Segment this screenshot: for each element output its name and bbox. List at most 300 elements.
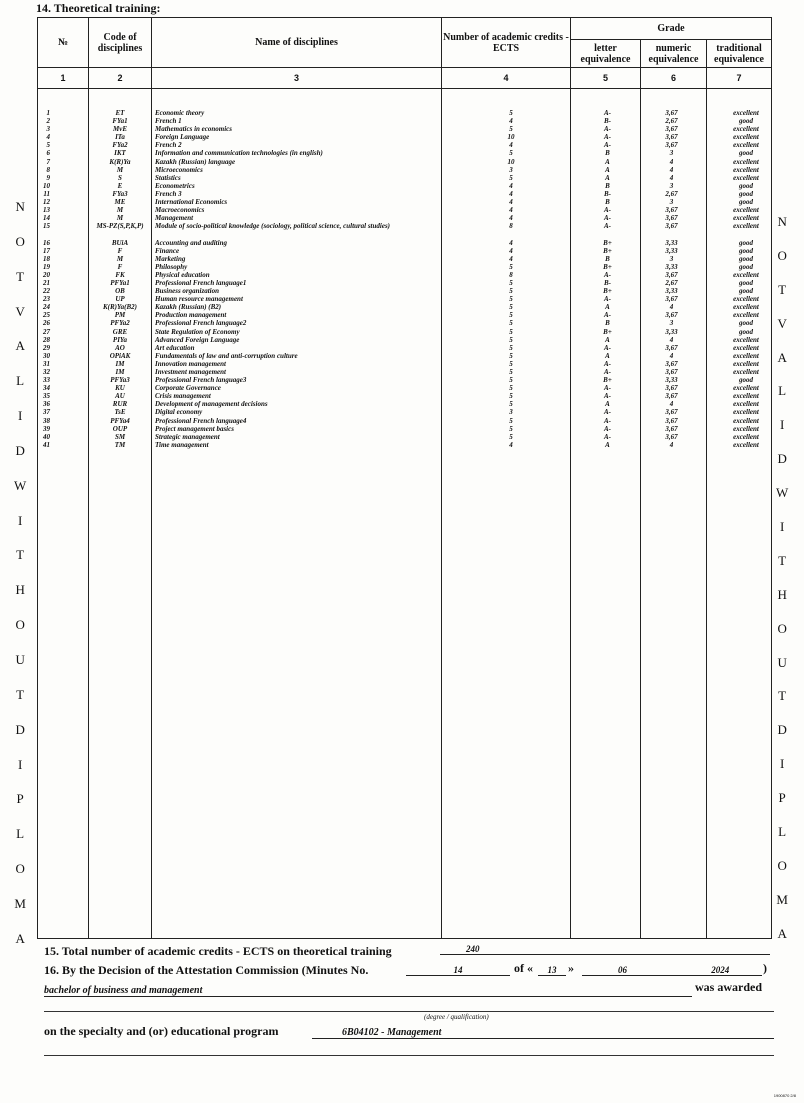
row-traditional-grade: excellent — [733, 206, 759, 215]
column-number: 5 — [571, 68, 641, 89]
watermark-letter: A — [15, 338, 25, 354]
row-credits: 5 — [509, 416, 513, 425]
row-number: 11 — [43, 189, 50, 198]
watermark-letter: T — [16, 547, 25, 563]
row-number: 20 — [43, 270, 50, 279]
row-name: Art education — [155, 343, 195, 352]
header-letter: letter equivalence — [571, 40, 641, 68]
row-name: International Economics — [155, 198, 228, 207]
specialty-label: on the specialty and (or) educational program — [44, 1024, 279, 1038]
row-name: Finance — [155, 246, 180, 255]
row-traditional-grade: excellent — [733, 424, 759, 433]
row-traditional-grade: good — [739, 198, 753, 207]
row-numeric-grade: 3,33 — [665, 246, 678, 255]
row-number: 33 — [43, 376, 50, 385]
watermark-letter: A — [777, 349, 787, 365]
row-traditional-grade: good — [739, 327, 753, 336]
row-traditional-grade: excellent — [733, 384, 759, 393]
row-traditional-grade: good — [739, 246, 753, 255]
row-code: K(R)Ya — [109, 157, 131, 166]
watermark-letter: D — [777, 722, 787, 738]
row-name: Information and communication technologies (in english) — [155, 149, 323, 158]
row-letter-grade: A- — [604, 141, 611, 150]
row-credits: 5 — [509, 376, 513, 385]
row-traditional-grade: good — [739, 254, 753, 263]
row-number: 31 — [43, 359, 50, 368]
row-credits: 5 — [509, 311, 513, 320]
row-number: 2 — [46, 117, 50, 126]
row-letter-grade: A- — [604, 408, 611, 417]
watermark-letter: O — [15, 233, 25, 249]
row-name: Kazakh (Russian) language — [155, 157, 236, 166]
row-credits: 8 — [509, 270, 513, 279]
row-numeric-grade: 3,67 — [665, 392, 678, 401]
row-name: French 3 — [155, 189, 182, 198]
row-code: TM — [114, 440, 126, 449]
row-code: MS-PZ(S,P,K,P) — [96, 222, 144, 231]
row-number: 18 — [43, 254, 50, 263]
row-numeric-grade: 3,67 — [665, 311, 678, 320]
row-credits: 5 — [509, 287, 513, 296]
row-code: KU — [115, 384, 125, 393]
row-numeric-grade: 3,33 — [665, 376, 678, 385]
row-numeric-grade: 3,67 — [665, 384, 678, 393]
watermark-letter: T — [778, 688, 787, 704]
row-credits: 3 — [509, 165, 513, 174]
row-numeric-grade: 3,33 — [665, 287, 678, 296]
row-name: Investment management — [155, 368, 226, 376]
row-letter-grade: B — [605, 198, 610, 207]
row-traditional-grade: excellent — [733, 270, 759, 279]
row-name: Time management — [155, 440, 209, 449]
column-number: 4 — [442, 68, 571, 89]
watermark-left — [14, 200, 26, 945]
row-letter-grade: A- — [604, 270, 611, 279]
row-traditional-grade: excellent — [733, 359, 759, 368]
watermark-right — [776, 215, 788, 940]
row-credits: 4 — [509, 141, 513, 150]
watermark-letter: N — [777, 214, 787, 229]
row-name: Module of socio-political knowledge (sociology, political science, cultural studies) — [155, 222, 390, 231]
row-numeric-grade: 2,67 — [665, 189, 678, 198]
program-value: 6B04102 - Management — [312, 1027, 774, 1039]
row-code: M — [116, 214, 124, 223]
row-name: Foreign Language — [155, 133, 210, 142]
row-code: F — [117, 262, 123, 271]
row-letter-grade: B+ — [603, 262, 612, 271]
row-numeric-grade: 3,67 — [665, 133, 678, 142]
row-letter-grade: B- — [604, 117, 611, 126]
row-code: ET — [115, 109, 125, 117]
decision-year: 2024 — [711, 965, 730, 975]
row-letter-grade: B- — [604, 278, 611, 287]
row-traditional-grade: excellent — [733, 295, 759, 304]
row-number: 24 — [43, 303, 50, 312]
row-credits: 5 — [509, 278, 513, 287]
row-letter-grade: B+ — [603, 287, 612, 296]
row-credits: 5 — [509, 319, 513, 328]
row-letter-grade: A — [605, 351, 610, 360]
row-name: Management — [155, 214, 194, 223]
row-code: IKT — [114, 149, 126, 158]
grades-table — [37, 17, 772, 939]
row-code: GRE — [112, 327, 128, 336]
watermark-letter: H — [15, 582, 25, 598]
row-letter-grade: A- — [604, 109, 611, 117]
close-quote: » — [568, 961, 574, 975]
row-number: 34 — [43, 384, 50, 393]
row-letter-grade: B+ — [603, 246, 612, 255]
row-traditional-grade: good — [739, 149, 753, 158]
row-traditional-grade: excellent — [733, 303, 759, 312]
row-traditional-grade: good — [739, 262, 753, 271]
row-letter-grade: A — [605, 157, 610, 166]
header-code: Code of disciplines — [89, 18, 152, 68]
row-numeric-grade: 4 — [669, 351, 674, 360]
row-number: 26 — [43, 319, 50, 328]
row-numeric-grade: 3 — [669, 149, 674, 158]
row-letter-grade: B+ — [603, 376, 612, 385]
row-number: 41 — [43, 440, 50, 449]
watermark-letter: V — [777, 315, 787, 331]
row-credits: 4 — [509, 214, 513, 223]
row-traditional-grade: excellent — [733, 311, 759, 320]
row-credits: 4 — [509, 198, 513, 207]
row-credits: 4 — [509, 189, 513, 198]
row-credits: 4 — [509, 254, 513, 263]
column-no-list — [38, 109, 88, 449]
row-code: IM — [115, 368, 125, 376]
row-number: 12 — [43, 198, 50, 207]
row-numeric-grade: 3,67 — [665, 270, 678, 279]
row-traditional-grade: excellent — [733, 335, 759, 344]
watermark-letter: M — [776, 891, 788, 907]
row-number: 35 — [43, 392, 50, 401]
row-number: 30 — [43, 351, 50, 360]
row-letter-grade: A- — [604, 343, 611, 352]
row-credits: 3 — [509, 408, 513, 417]
row-name: French 2 — [155, 141, 182, 150]
row-traditional-grade: excellent — [733, 408, 759, 417]
row-name: Kazakh (Russian) (B2) — [155, 303, 222, 312]
row-number: 29 — [43, 343, 50, 352]
watermark-letter: L — [778, 383, 787, 399]
row-traditional-grade: excellent — [733, 173, 759, 182]
row-traditional-grade: excellent — [733, 125, 759, 134]
watermark-letter: I — [779, 417, 785, 433]
row-credits: 5 — [509, 149, 513, 158]
row-numeric-grade: 4 — [669, 303, 674, 312]
row-credits: 5 — [509, 109, 513, 117]
watermark-letter: I — [779, 756, 785, 772]
row-code: FYa3 — [112, 189, 128, 198]
row-name: Professional French language1 — [155, 278, 247, 287]
degree-rule — [44, 1011, 774, 1012]
row-name: Business organization — [155, 287, 219, 296]
watermark-letter: O — [777, 857, 787, 873]
row-credits: 5 — [509, 384, 513, 393]
row-number: 16 — [43, 238, 50, 247]
row-letter-grade: B- — [604, 189, 611, 198]
row-code: PFYa3 — [110, 376, 130, 385]
header-no: № — [38, 18, 89, 68]
total-credits-label: 15. Total number of academic credits - ECTS on theoretical training — [44, 944, 392, 958]
row-letter-grade: A- — [604, 424, 611, 433]
row-letter-grade: A- — [604, 133, 611, 142]
row-numeric-grade: 3,67 — [665, 432, 678, 441]
row-traditional-grade: excellent — [733, 214, 759, 223]
row-letter-grade: A- — [604, 214, 611, 223]
row-traditional-grade: good — [739, 319, 753, 328]
row-credits: 10 — [507, 157, 515, 166]
row-numeric-grade: 3,33 — [665, 262, 678, 271]
row-number: 40 — [43, 432, 50, 441]
row-traditional-grade: excellent — [733, 416, 759, 425]
row-code: PFYa1 — [110, 278, 130, 287]
row-credits: 5 — [509, 173, 513, 182]
row-number: 3 — [46, 125, 50, 134]
row-numeric-grade: 3,67 — [665, 141, 678, 150]
header-name: Name of disciplines — [152, 18, 442, 68]
row-traditional-grade: excellent — [733, 165, 759, 174]
row-code: FYa2 — [112, 141, 128, 150]
degree-value: bachelor of business and management — [44, 985, 692, 997]
row-numeric-grade: 3,67 — [665, 424, 678, 433]
row-code: PFYa2 — [110, 319, 130, 328]
column-number: 1 — [38, 68, 89, 89]
row-letter-grade: A — [605, 440, 610, 449]
column-number: 6 — [641, 68, 707, 89]
column-numeric-list — [641, 109, 706, 449]
row-numeric-grade: 3,67 — [665, 125, 678, 134]
row-letter-grade: B — [605, 149, 610, 158]
column-number: 2 — [89, 68, 152, 89]
row-number: 7 — [46, 157, 50, 166]
row-letter-grade: A — [605, 165, 610, 174]
row-code: S — [118, 173, 122, 182]
row-letter-grade: B — [605, 181, 610, 190]
watermark-letter: T — [778, 552, 787, 568]
row-name: Statistics — [155, 173, 181, 182]
row-code: TsE — [114, 408, 126, 417]
row-number: 4 — [46, 133, 50, 142]
row-numeric-grade: 2,67 — [665, 278, 678, 287]
row-number: 14 — [43, 214, 50, 223]
column-number: 7 — [707, 68, 772, 89]
watermark-letter: L — [16, 826, 25, 842]
watermark-letter: O — [777, 620, 787, 636]
row-number: 27 — [43, 327, 50, 336]
decision-day: 13 — [538, 965, 566, 976]
row-number: 37 — [43, 408, 50, 417]
row-credits: 5 — [509, 295, 513, 304]
row-code: SM — [114, 432, 126, 441]
total-credits-value: 240 — [440, 944, 770, 955]
row-name: Production management — [155, 311, 227, 320]
row-code: RUR — [112, 400, 128, 409]
row-code: OB — [115, 287, 125, 296]
row-number: 39 — [43, 424, 50, 433]
row-number: 15 — [43, 222, 50, 231]
row-code: F — [117, 246, 123, 255]
row-number: 1 — [46, 109, 50, 117]
row-letter-grade: A- — [604, 416, 611, 425]
watermark-letter: T — [16, 268, 25, 284]
row-traditional-grade: excellent — [733, 440, 759, 449]
row-code: OPiAK — [109, 351, 131, 360]
header-grade: Grade — [571, 18, 772, 40]
row-name: Innovation management — [155, 359, 226, 368]
row-letter-grade: A — [605, 335, 610, 344]
form-code: 1900870 2/8 — [773, 1093, 796, 1098]
row-name: Mathematics in economics — [155, 125, 232, 134]
row-number: 32 — [43, 368, 50, 376]
watermark-letter: I — [17, 512, 23, 528]
watermark-letter: P — [778, 790, 786, 806]
row-traditional-grade: excellent — [733, 351, 759, 360]
row-code: BUiA — [111, 238, 129, 247]
header-traditional: traditional equivalence — [707, 40, 772, 68]
row-traditional-grade: excellent — [733, 157, 759, 166]
row-credits: 5 — [509, 400, 513, 409]
row-code: M — [116, 165, 124, 174]
row-letter-grade: A — [605, 303, 610, 312]
row-credits: 5 — [509, 359, 513, 368]
row-code: AU — [115, 392, 125, 401]
row-letter-grade: A- — [604, 384, 611, 393]
row-numeric-grade: 3,67 — [665, 222, 678, 231]
row-traditional-grade: good — [739, 117, 753, 126]
row-code: MvE — [113, 125, 127, 134]
row-numeric-grade: 3,67 — [665, 408, 678, 417]
row-numeric-grade: 3,67 — [665, 343, 678, 352]
row-letter-grade: A- — [604, 311, 611, 320]
row-code: UP — [115, 295, 125, 304]
column-letter-list — [571, 109, 640, 449]
row-number: 19 — [43, 262, 50, 271]
watermark-letter: O — [777, 247, 787, 263]
row-number: 8 — [46, 165, 50, 174]
row-numeric-grade: 3 — [669, 181, 674, 190]
decision-month-year — [582, 965, 762, 976]
degree-caption: (degree / qualification) — [424, 1013, 489, 1021]
row-name: Physical education — [155, 270, 210, 279]
row-number: 23 — [43, 295, 50, 304]
column-code-list — [89, 109, 151, 449]
row-code: FK — [115, 270, 125, 279]
row-name: Advanced Foreign Language — [155, 335, 240, 344]
row-credits: 5 — [509, 262, 513, 271]
row-number: 22 — [43, 287, 50, 296]
column-traditional-list — [707, 109, 771, 449]
row-number: 25 — [43, 311, 50, 320]
row-name: Professional French language2 — [155, 319, 247, 328]
row-code: OUP — [112, 424, 128, 433]
row-letter-grade: A- — [604, 359, 611, 368]
watermark-letter: N — [15, 199, 25, 214]
row-credits: 4 — [509, 246, 513, 255]
row-credits: 4 — [509, 117, 513, 126]
row-traditional-grade: good — [739, 189, 753, 198]
watermark-letter: T — [16, 686, 25, 702]
row-letter-grade: A — [605, 400, 610, 409]
row-numeric-grade: 4 — [669, 173, 674, 182]
row-letter-grade: A- — [604, 206, 611, 215]
row-numeric-grade: 3,33 — [665, 238, 678, 247]
row-numeric-grade: 3 — [669, 319, 674, 328]
column-name-list — [152, 109, 441, 449]
row-name: Strategic management — [155, 432, 220, 441]
row-numeric-grade: 4 — [669, 440, 674, 449]
row-credits: 5 — [509, 327, 513, 336]
row-traditional-grade: excellent — [733, 109, 759, 117]
row-traditional-grade: excellent — [733, 133, 759, 142]
close-paren: ) — [763, 961, 767, 975]
row-credits: 4 — [509, 238, 513, 247]
row-credits: 5 — [509, 335, 513, 344]
watermark-letter: W — [14, 477, 27, 493]
row-code: IM — [115, 359, 125, 368]
row-traditional-grade: excellent — [733, 432, 759, 441]
row-credits: 5 — [509, 424, 513, 433]
row-code: K(R)Ya(B2) — [103, 303, 137, 312]
row-number: 17 — [43, 246, 50, 255]
row-letter-grade: A — [605, 173, 610, 182]
row-credits: 5 — [509, 125, 513, 134]
row-name: Microeconomics — [155, 165, 203, 174]
row-name: French 1 — [155, 117, 182, 126]
row-credits: 5 — [509, 343, 513, 352]
row-code: M — [116, 254, 124, 263]
row-numeric-grade: 4 — [669, 165, 674, 174]
watermark-letter: A — [15, 930, 25, 946]
row-credits: 5 — [509, 368, 513, 376]
row-credits: 4 — [509, 206, 513, 215]
row-letter-grade: B+ — [603, 238, 612, 247]
row-credits: 4 — [509, 181, 513, 190]
row-number: 6 — [46, 149, 50, 158]
watermark-letter: D — [15, 442, 25, 458]
row-letter-grade: A- — [604, 392, 611, 401]
row-name: Economic theory — [155, 109, 205, 117]
row-traditional-grade: excellent — [733, 343, 759, 352]
row-credits: 10 — [507, 133, 515, 142]
watermark-letter: O — [15, 861, 25, 877]
row-traditional-grade: good — [739, 238, 753, 247]
watermark-letter: W — [776, 485, 789, 501]
column-credits-list — [442, 109, 570, 449]
row-traditional-grade: excellent — [733, 392, 759, 401]
row-number: 36 — [43, 400, 50, 409]
row-code: E — [117, 181, 123, 190]
row-number: 28 — [43, 335, 50, 344]
row-numeric-grade: 3,67 — [665, 295, 678, 304]
row-traditional-grade: excellent — [733, 368, 759, 376]
row-letter-grade: A- — [604, 432, 611, 441]
row-letter-grade: B — [605, 254, 610, 263]
row-name: Development of management decisions — [155, 400, 268, 409]
row-numeric-grade: 3,67 — [665, 359, 678, 368]
watermark-letter: U — [777, 654, 787, 670]
row-name: Philosophy — [155, 262, 188, 271]
row-numeric-grade: 3 — [669, 254, 674, 263]
watermark-letter: A — [777, 925, 787, 941]
row-letter-grade: A- — [604, 368, 611, 376]
watermark-letter: D — [777, 451, 787, 467]
row-letter-grade: B — [605, 319, 610, 328]
row-code: ITa — [115, 133, 125, 142]
minutes-number: 14 — [406, 965, 510, 976]
